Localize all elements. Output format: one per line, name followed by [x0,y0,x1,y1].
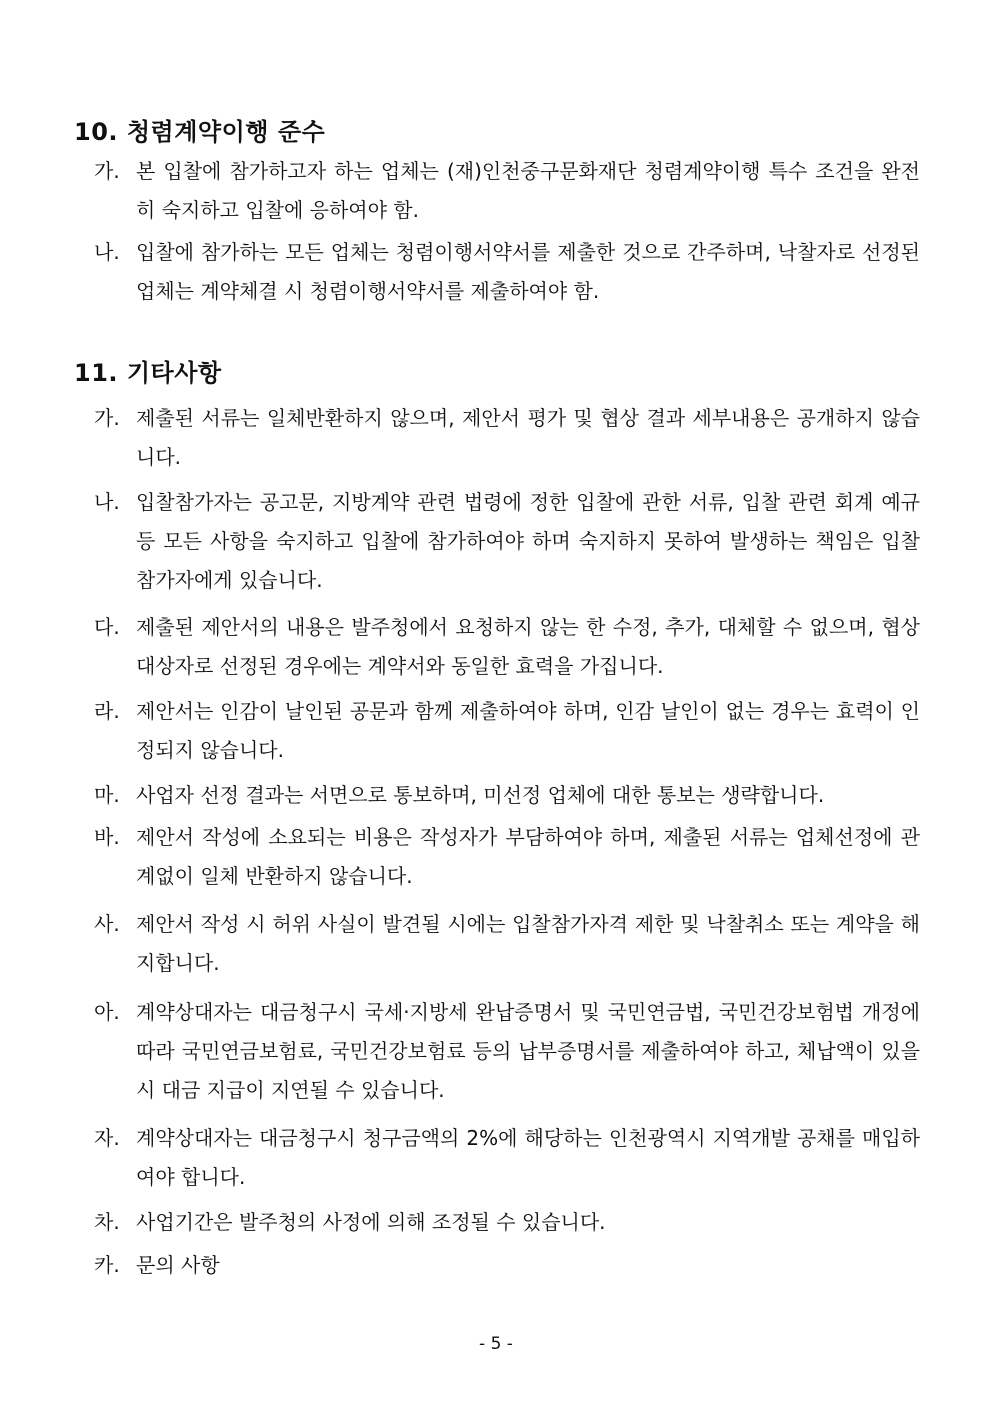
section-11-item-ka [94,1246,920,1285]
item-text: 문의 사항 [136,1253,220,1277]
page-number: - 5 - [479,1334,513,1354]
item-marker: 다. [94,615,120,639]
section-11-item-da [94,608,920,686]
item-marker: 라. [94,699,120,723]
item-text: 제출된 서류는 일체반환하지 않으며, 제안서 평가 및 협상 결과 세부내용은 공개하지 않습니다. [136,406,920,469]
item-marker: 차. [94,1210,120,1234]
item-text: 제안서는 인감이 날인된 공문과 함께 제출하여야 하며, 인감 날인이 없는 경우는 효력이 인정되지 않습니다. [136,699,920,762]
section-10-item-ga [94,152,920,230]
section-11-item-na [94,483,920,600]
section-11-item-a [94,993,920,1110]
item-text: 입찰에 참가하는 모든 업체는 청렴이행서약서를 제출한 것으로 간주하며, 낙찰자로 선정된 업체는 계약체결 시 청렴이행서약서를 제출하여야 함. [136,240,920,303]
item-marker: 사. [94,912,120,936]
item-marker: 나. [94,490,120,514]
item-marker: 가. [94,406,120,430]
item-text: 사업자 선정 결과는 서면으로 통보하며, 미선정 업체에 대한 통보는 생략합니다. [136,783,825,807]
item-text: 본 입찰에 참가하고자 하는 업체는 (재)인천중구문화재단 청렴계약이행 특수 조건을 완전히 숙지하고 입찰에 응하여야 함. [136,159,920,222]
item-marker: 자. [94,1126,120,1150]
item-text: 제안서 작성 시 허위 사실이 발견될 시에는 입찰참가자격 제한 및 낙찰취소 또는 계약을 해지합니다. [136,912,920,975]
item-marker: 나. [94,240,120,264]
item-marker: 아. [94,1000,120,1024]
section-11-item-sa [94,905,920,983]
item-marker: 가. [94,159,120,183]
section-11-item-ra [94,692,920,770]
section-11-item-ba [94,818,920,896]
item-text: 사업기간은 발주청의 사정에 의해 조정될 수 있습니다. [136,1210,606,1234]
section-10-heading: 10. 청렴계약이행 준수 [74,118,326,146]
section-10-item-na [94,233,920,311]
section-11-item-cha [94,1203,920,1242]
item-text: 계약상대자는 대금청구시 청구금액의 2%에 해당하는 인천광역시 지역개발 공채를 매입하여야 합니다. [136,1126,920,1189]
item-marker: 바. [94,825,120,849]
item-marker: 카. [94,1253,120,1277]
item-text: 입찰참가자는 공고문, 지방계약 관련 법령에 정한 입찰에 관한 서류, 입찰 관련 회계 예규 등 모든 사항을 숙지하고 입찰에 참가하여야 하며 숙지하지 못하여 발생하는 책임은 입찰참가자에게 있습니다. [136,490,920,592]
section-11-item-ma [94,776,920,815]
item-text: 제출된 제안서의 내용은 발주청에서 요청하지 않는 한 수정, 추가, 대체할 수 없으며, 협상대상자로 선정된 경우에는 계약서와 동일한 효력을 가집니다. [136,615,920,678]
item-marker: 마. [94,783,120,807]
item-text: 계약상대자는 대금청구시 국세·지방세 완납증명서 및 국민연금법, 국민건강보험법 개정에 따라 국민연금보험료, 국민건강보험료 등의 납부증명서를 제출하여야 하고, 체납액이 있을 시 대금 지급이 지연될 수 있습니다. [136,1000,920,1102]
section-11-item-ga [94,399,920,477]
section-11-item-ja [94,1119,920,1197]
section-11-heading: 11. 기타사항 [74,359,222,387]
item-text: 제안서 작성에 소요되는 비용은 작성자가 부담하여야 하며, 제출된 서류는 업체선정에 관계없이 일체 반환하지 않습니다. [136,825,920,888]
